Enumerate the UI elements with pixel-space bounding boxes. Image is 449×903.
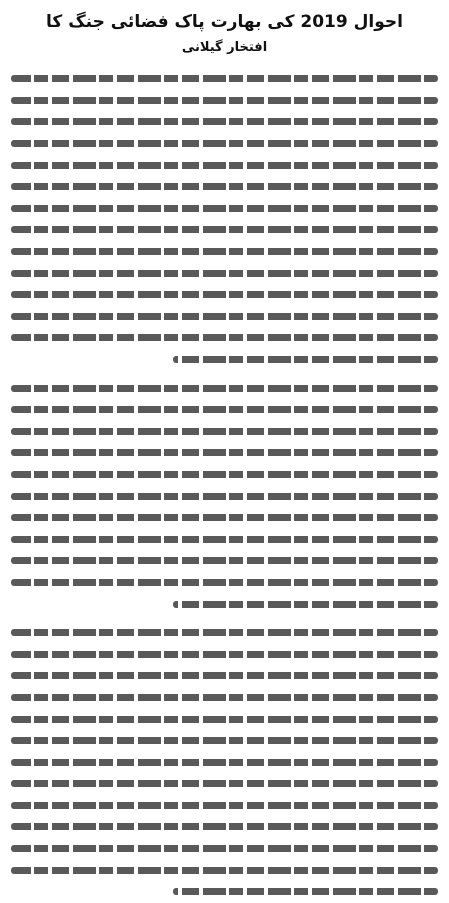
text-line: [11, 399, 438, 421]
text-line: [11, 795, 438, 817]
text-line: [11, 219, 438, 241]
article-paragraph-1: [11, 68, 438, 370]
text-line: [11, 284, 438, 306]
text-line: [11, 550, 438, 572]
text-line: [11, 306, 438, 328]
text-line: [11, 507, 438, 529]
text-line: [11, 687, 438, 709]
text-line: [11, 751, 438, 773]
text-line: [11, 68, 438, 90]
text-line: [11, 485, 438, 507]
text-line: [11, 464, 438, 486]
text-line: [11, 643, 438, 665]
text-line: [11, 528, 438, 550]
paragraph-3-lines: [11, 622, 438, 903]
text-line: [11, 881, 438, 903]
text-line: [11, 730, 438, 752]
text-line: [11, 593, 438, 615]
paragraph-1-lines: [11, 68, 438, 370]
text-line: [11, 154, 438, 176]
text-line: [11, 377, 438, 399]
text-line: [11, 773, 438, 795]
text-line: [11, 349, 438, 371]
text-line: [11, 133, 438, 155]
text-line: [11, 262, 438, 284]
text-line: [11, 816, 438, 838]
text-line: [11, 327, 438, 349]
text-line: [11, 198, 438, 220]
text-line: [11, 176, 438, 198]
text-line: [11, 241, 438, 263]
text-line: [11, 442, 438, 464]
text-line: [11, 111, 438, 133]
article-headline: احوال 2019 کی بھارت پاک فضائی جنگ کا: [46, 12, 403, 32]
article-paragraph-3: [11, 622, 438, 903]
text-line: [11, 665, 438, 687]
text-line: [11, 421, 438, 443]
text-line: [11, 572, 438, 594]
text-line: [11, 708, 438, 730]
text-line: [11, 90, 438, 112]
text-line: [11, 838, 438, 860]
author-byline: افتخار گیلانی: [181, 40, 268, 55]
text-line: [11, 859, 438, 881]
article-paragraph-2: [11, 377, 438, 615]
text-line: [11, 622, 438, 644]
paragraph-2-lines: [11, 377, 438, 615]
